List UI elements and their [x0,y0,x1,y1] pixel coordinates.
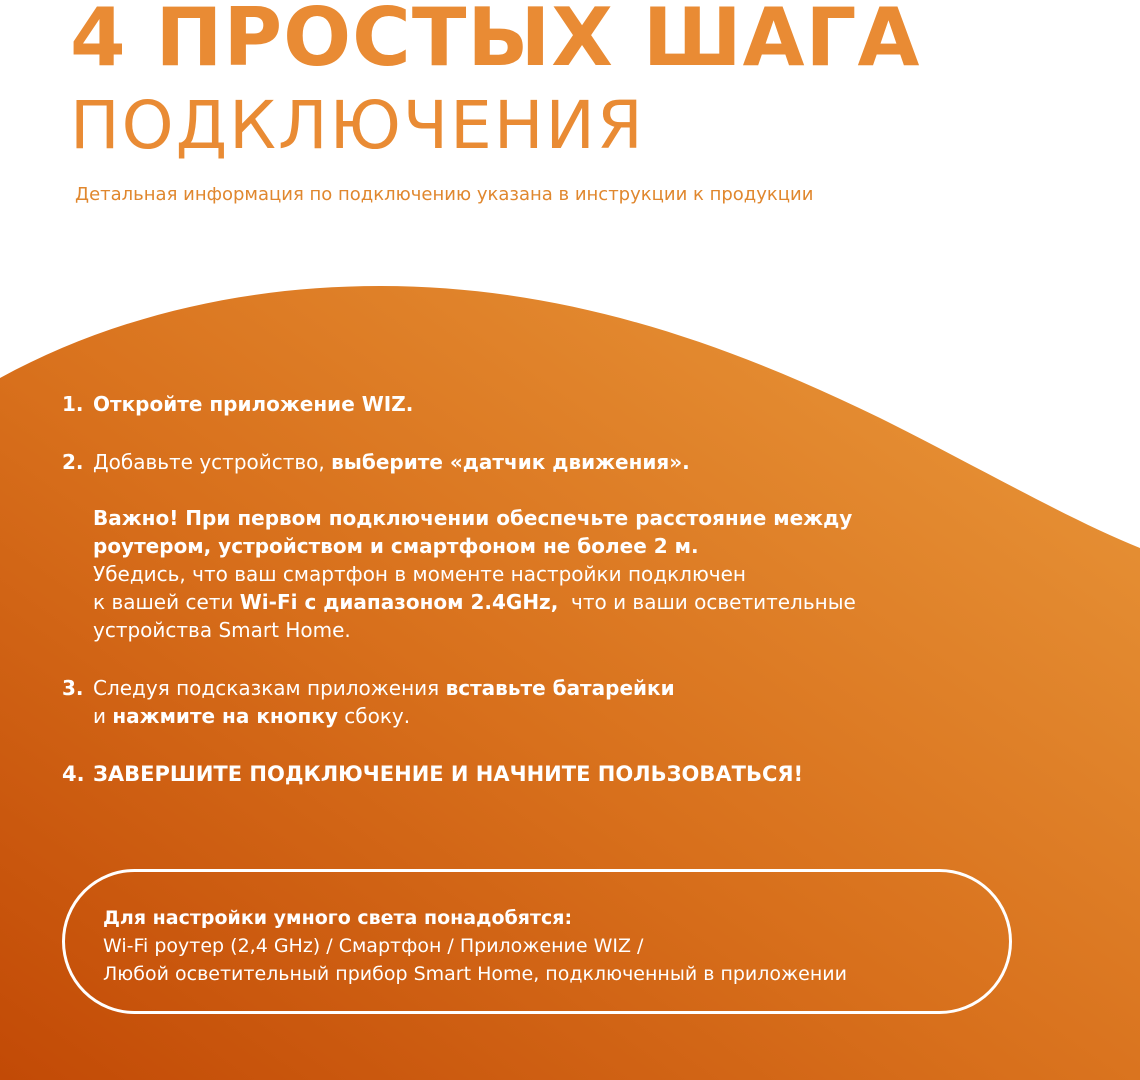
step-2-info-line-3: устройства Smart Home. [93,618,351,642]
step-2-important-line-1: Важно! При первом подключении обеспечьте расстояние между [93,506,853,530]
requirements-line-1: Wi-Fi роутер (2,4 GHz) / Смартфон / Приложение WIZ / [103,935,644,957]
step-3-line-1 [93,674,1102,702]
step-2-text: Добавьте устройство, [93,450,332,474]
step-4-number: 4. [62,762,85,786]
step-2-wifi-highlight: Wi-Fi с диапазоном 2.4GHz, [239,590,559,614]
step-3-line-2 [93,702,1102,730]
instruction-note: Детальная информация по подключению указана в инструкции к продукции [75,184,814,205]
requirements-line-2: Любой осветительный прибор Smart Home, подключенный в приложении [103,963,847,985]
step-3 [62,674,1102,730]
step-2-highlight: выберите «датчик движения». [331,450,690,474]
step-3-line-2-start: и [93,704,113,728]
page-subtitle: ПОДКЛЮЧЕНИЯ [70,87,645,164]
step-3-button-highlight: нажмите на кнопку [112,704,338,728]
step-4-text: ЗАВЕРШИТЕ ПОДКЛЮЧЕНИЕ И НАЧНИТЕ ПОЛЬЗОВАТЬСЯ! [93,762,804,786]
step-1 [62,390,1102,418]
step-2 [62,448,1102,644]
step-3-batteries-highlight: вставьте батарейки [445,676,675,700]
requirements-title: Для настройки умного света понадобятся: [103,907,573,929]
steps-list [62,390,1102,788]
step-2-info-line-1: Убедись, что ваш смартфон в моменте настройки подключен [93,562,746,586]
step-3-line-2-end: сбоку. [337,704,411,728]
step-2-important-block [93,504,1102,644]
step-1-text: Откройте приложение WIZ. [93,392,414,416]
step-3-line-1-text: Следуя подсказкам приложения [93,676,446,700]
step-2-important-line-2: роутером, устройством и смартфоном не более 2 м. [93,534,699,558]
step-2-number: 2. [62,450,84,474]
step-3-number: 3. [62,676,84,700]
page-title: 4 ПРОСТЫХ ШАГА [70,0,921,84]
requirements-box [62,869,1012,1014]
step-2-info-line-2 [93,588,1102,616]
step-4 [62,760,1102,788]
step-2-main-line [93,448,1102,476]
step-2-info-line-2-start: к вашей сети [93,590,240,614]
step-1-number: 1. [62,392,84,416]
step-2-info-line-2-end: что и ваши осветительные [558,590,856,614]
